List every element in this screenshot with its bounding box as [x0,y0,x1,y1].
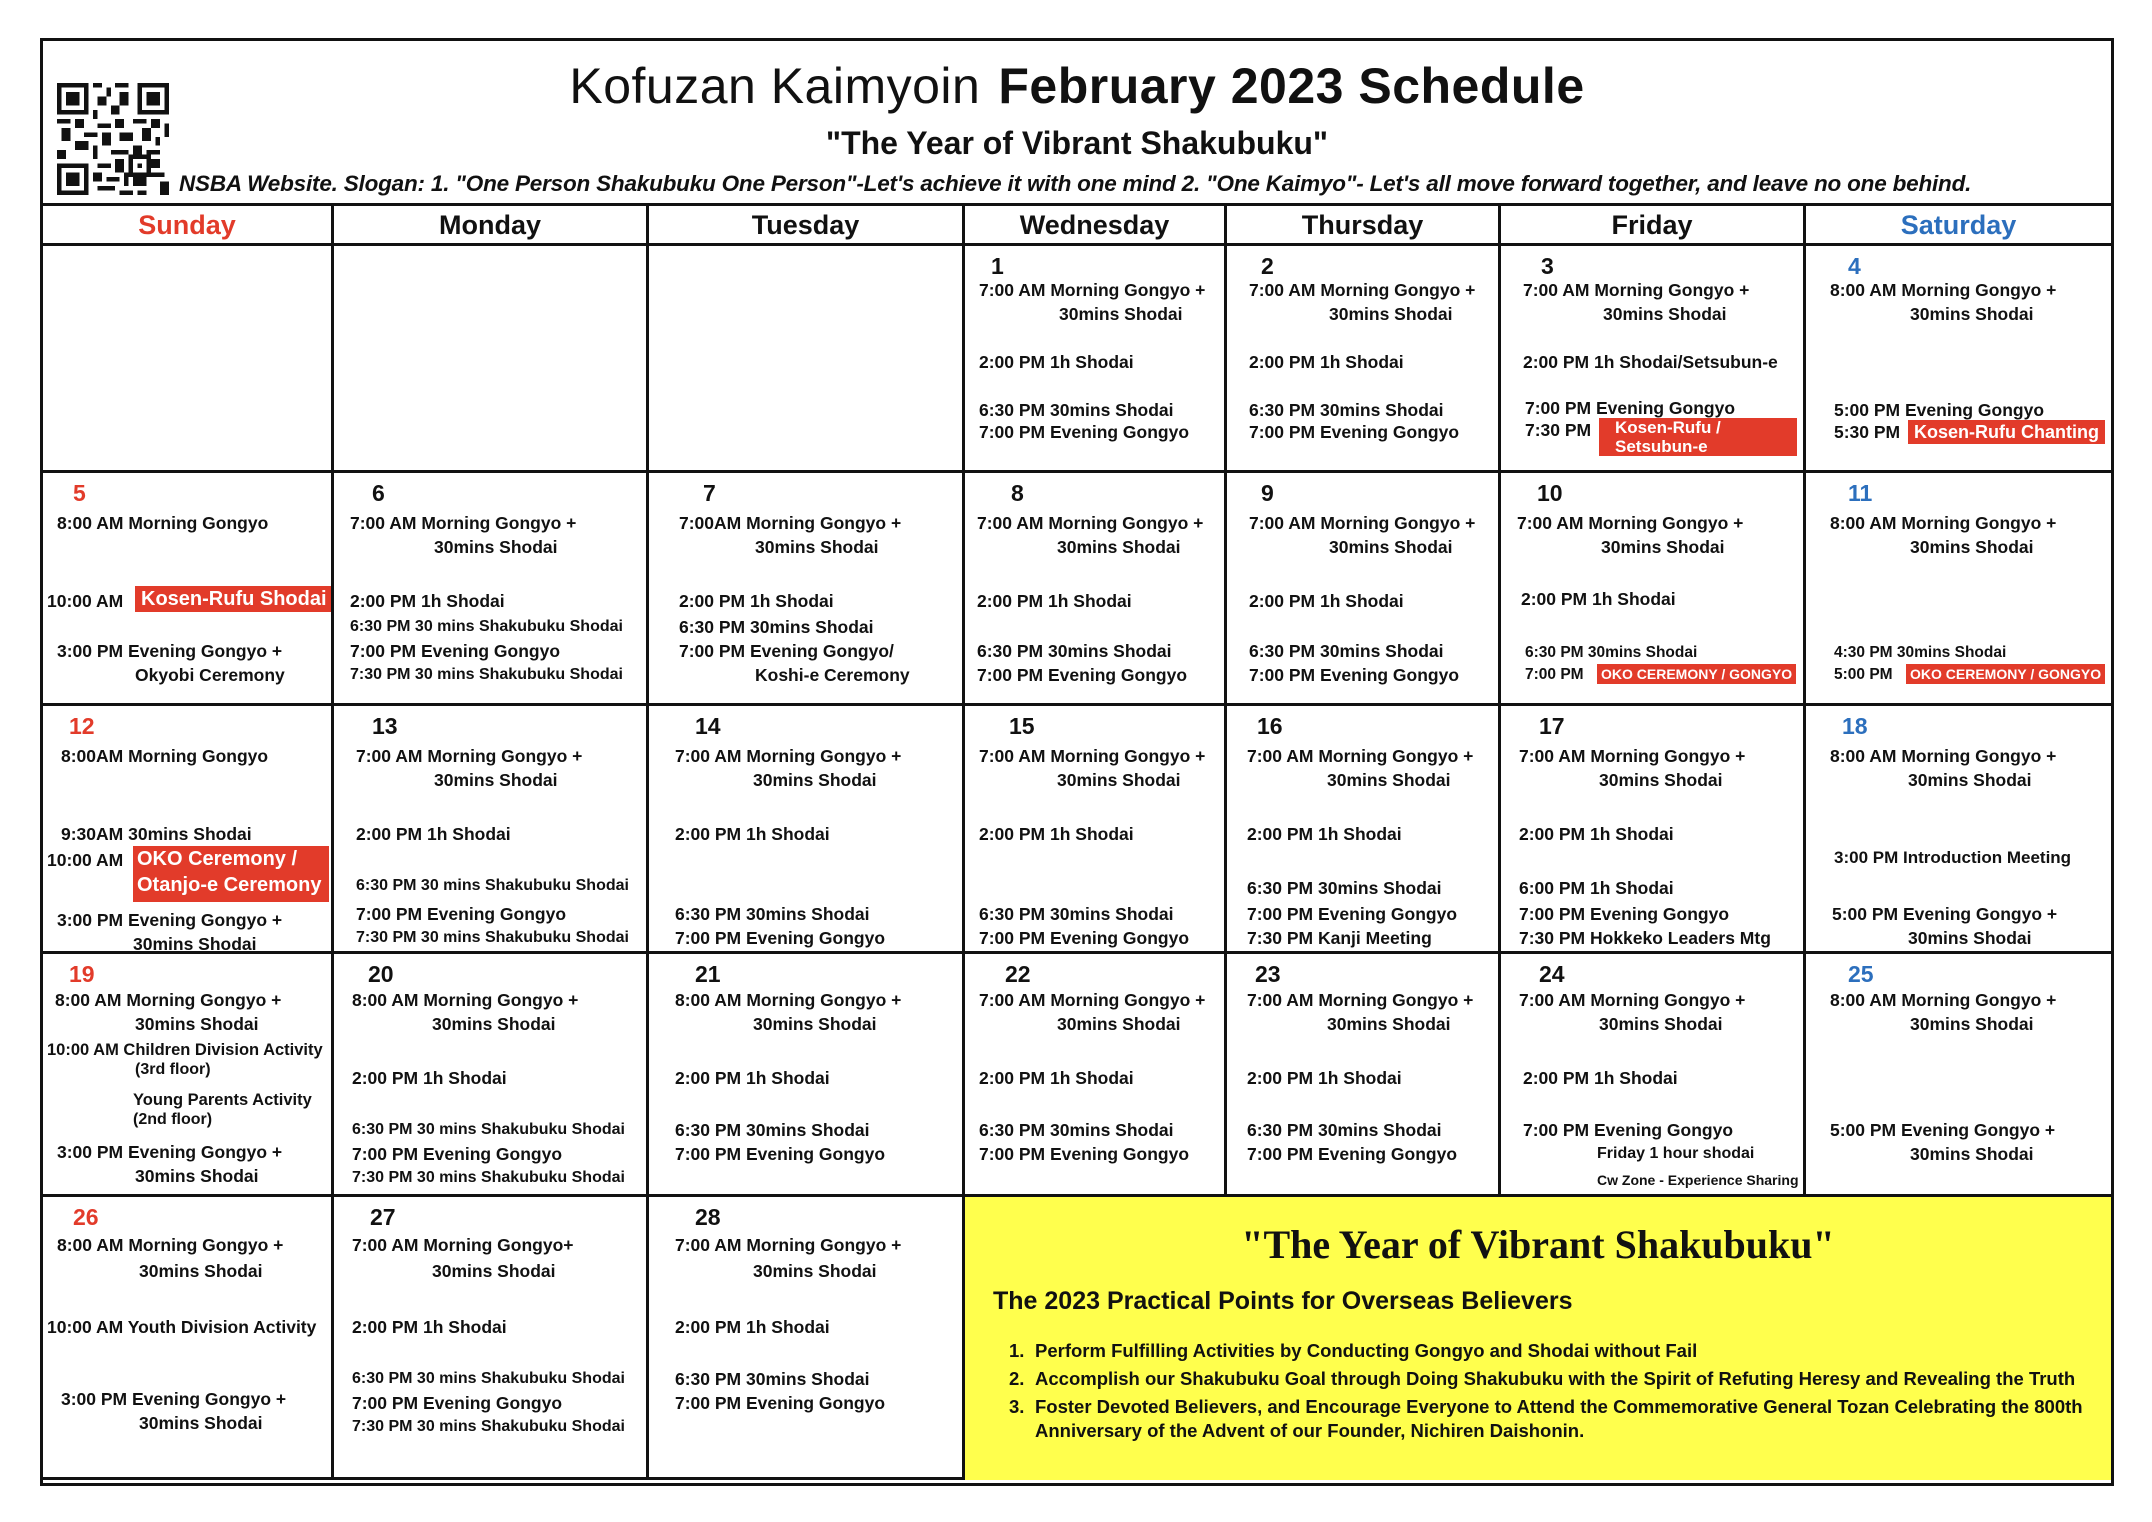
event: 8:00 AM Morning Gongyo + [1830,990,2057,1010]
event: 30mins Shodai [753,1261,877,1281]
event: 6:30 PM 30mins Shodai [979,400,1174,420]
event: 30mins Shodai [1908,928,2032,948]
event: 30mins Shodai [1327,1014,1451,1034]
day-cell-15[interactable] [965,706,1227,954]
event: 30mins Shodai [432,1261,556,1281]
event: 6:30 PM 30mins Shodai [675,904,870,924]
day-cell-1[interactable] [965,246,1227,473]
event: 6:30 PM 30mins Shodai [675,1369,870,1389]
event: 6:30 PM 30 mins Shakubuku Shodai [352,1121,625,1138]
day-number: 17 [1539,713,1565,739]
event: 6:30 PM 30 mins Shakubuku Shodai [350,618,623,635]
event: 6:00 PM 1h Shodai [1519,878,1674,898]
slogan-text: NSBA Website. Slogan: 1. "One Person Shakubuku One Person"-Let's achieve it with one mind 2. "One Kaimyo"- Let's all move forward together, and leave no one behind. [179,171,1972,196]
day-cell-4[interactable] [1806,246,2111,473]
practical-title: "The Year of Vibrant Shakubuku" [1241,1222,1835,1267]
day-cell-3[interactable] [1501,246,1806,473]
event: 6:30 PM 30mins Shodai [1249,400,1444,420]
event: 7:00 AM Morning Gongyo + [979,280,1206,300]
event: 2:00 PM 1h Shodai [356,824,511,844]
event: 7:30 PM 30 mins Shakubuku Shodai [352,1169,625,1186]
event: 7:00 PM Evening Gongyo/ [679,641,894,661]
day-number: 11 [1848,480,1873,506]
event: 8:00 AM Morning Gongyo + [57,1235,284,1255]
day-number: 27 [370,1204,396,1230]
event: 8:00 AM Morning Gongyo + [1830,746,2057,766]
event: 7:00 AM Morning Gongyo + [1517,513,1744,533]
event: 6:30 PM 30mins Shodai [1525,644,1698,661]
highlight-line: Setsubun-e [1615,437,1708,456]
event: 7:30 PM 30 mins Shakubuku Shodai [350,666,623,683]
title-temple: Kofuzan Kaimyoin [569,58,981,114]
day-number: 10 [1537,480,1563,506]
event: 2:00 PM 1h Shodai [1247,824,1402,844]
event: 30mins Shodai [755,537,879,557]
event: (3rd floor) [135,1061,211,1078]
event: 7:00 AM Morning Gongyo + [356,746,583,766]
day-number: 5 [73,480,86,506]
kosen-rufu-setsubun-highlight [1599,418,1797,456]
empty-day-cell [334,246,649,473]
event: 2:00 PM 1h Shodai [1247,1068,1402,1088]
day-number: 16 [1257,713,1283,739]
event: 30mins Shodai [135,1014,259,1034]
day-number: 15 [1009,713,1035,739]
highlight-line: Otanjo-e Ceremony [137,874,322,896]
day-cell-10[interactable] [1501,473,1806,706]
day-number: 21 [695,961,721,987]
day-cell-16[interactable] [1227,706,1501,954]
day-number: 3 [1541,253,1554,279]
day-cell-17[interactable] [1501,706,1806,954]
event: 7:00 PM Evening Gongyo [1247,1144,1458,1164]
day-number: 4 [1848,253,1861,279]
event: 7:00 PM Evening Gongyo [350,641,561,661]
event: 7:00 AM Morning Gongyo + [1247,746,1474,766]
event: 30mins Shodai [139,1413,263,1433]
highlight-line: Kosen-Rufu / [1615,418,1721,437]
event: 6:30 PM 30 mins Shakubuku Shodai [352,1370,625,1387]
day-cell-18[interactable] [1806,706,2111,954]
event: 6:30 PM 30mins Shodai [1247,878,1442,898]
list-item: 1. Perform Fulfilling Activities by Conducting Gongyo and Shodai without Fail [1009,1340,1698,1361]
day-cell-27[interactable] [334,1197,649,1480]
weekday-saturday: Saturday [1806,206,2111,246]
event: 8:00 AM Morning Gongyo [57,513,269,533]
event: 8:00 AM Morning Gongyo + [675,990,902,1010]
day-cell-20[interactable] [334,954,649,1197]
day-cell-8[interactable] [965,473,1227,706]
event: 7:00 PM Evening Gongyo [1519,904,1730,924]
event: 2:00 PM 1h Shodai [977,591,1132,611]
day-cell-13[interactable] [334,706,649,954]
event: 2:00 PM 1h Shodai [679,591,834,611]
empty-day-cell [43,246,334,473]
event: 2:00 PM 1h Shodai [979,1068,1134,1088]
event: 7:00 PM Evening Gongyo [979,928,1190,948]
event: 6:30 PM 30mins Shodai [679,617,874,637]
day-cell-6[interactable] [334,473,649,706]
event: 5:30 PM [1834,422,1901,442]
highlight-line: OKO Ceremony / [137,848,298,870]
event: 2:00 PM 1h Shodai [1521,589,1676,609]
schedule-frame [40,38,2114,1486]
event: 7:00 AM Morning Gongyo + [350,513,577,533]
event: 8:00 AM Morning Gongyo + [352,990,579,1010]
event: 30mins Shodai [1910,1144,2034,1164]
event: 2:00 PM 1h Shodai [979,352,1134,372]
day-number: 8 [1011,480,1024,506]
event: 30mins Shodai [432,1014,556,1034]
event: 10:00 AM Youth Division Activity [47,1317,317,1337]
event: 7:00 AM Morning Gongyo + [979,746,1206,766]
event: 7:00 AM Morning Gongyo+ [352,1235,574,1255]
event: 8:00 AM Morning Gongyo + [1830,513,2057,533]
event: 7:00 PM Evening Gongyo [1247,904,1458,924]
event: 7:30 PM 30 mins Shakubuku Shodai [356,929,629,946]
event: Koshi-e Ceremony [755,665,910,685]
day-number: 1 [991,253,1004,279]
event: 30mins Shodai [1603,304,1727,324]
practical-points-panel [965,1197,2111,1480]
day-number: 13 [372,713,398,739]
event: 30mins Shodai [1601,537,1725,557]
event: 2:00 PM 1h Shodai [1523,1068,1678,1088]
title-month: February 2023 Schedule [998,58,1585,114]
weekday-tuesday: Tuesday [649,206,965,246]
event: 30mins Shodai [1599,1014,1723,1034]
event: 10:00 AM [47,591,124,611]
event: 7:00 PM [1525,666,1584,683]
day-cell-14[interactable] [649,706,965,954]
event: 7:00 AM Morning Gongyo + [1249,280,1476,300]
event: 2:00 PM 1h Shodai [352,1068,507,1088]
day-number: 7 [703,480,716,506]
event: 2:00 PM 1h Shodai [675,1068,830,1088]
day-number: 19 [69,961,95,987]
event: 7:00 PM Evening Gongyo [977,665,1188,685]
day-cell-24[interactable] [1501,954,1806,1197]
oko-otanjo-highlight [133,846,329,902]
calendar-grid [43,203,2111,1483]
day-cell-21[interactable] [649,954,965,1197]
event: 30mins Shodai [1329,537,1453,557]
day-cell-28[interactable] [649,1197,965,1480]
day-cell-19[interactable] [43,954,334,1197]
event: 6:30 PM 30mins Shodai [675,1120,870,1140]
event: 30mins Shodai [1599,770,1723,790]
event: 30mins Shodai [1910,537,2034,557]
event: 7:00 PM Evening Gongyo [352,1144,563,1164]
event: 7:00 AM Morning Gongyo + [977,513,1204,533]
event: Okyobi Ceremony [135,665,285,685]
event: 9:30AM 30mins Shodai [61,824,252,844]
event: 7:30 PM Hokkeko Leaders Mtg [1519,928,1771,948]
event: 7:30 PM [1525,420,1592,440]
event: 6:30 PM 30mins Shodai [1249,641,1444,661]
day-number: 18 [1842,713,1868,739]
event: 30mins Shodai [135,1166,259,1186]
day-number: 14 [695,713,721,739]
event: 30mins Shodai [1908,770,2032,790]
event: 3:00 PM Evening Gongyo + [61,1389,287,1409]
event: 30mins Shodai [1327,770,1451,790]
day-cell-11[interactable] [1806,473,2111,706]
event: 2:00 PM 1h Shodai [675,824,830,844]
day-number: 20 [368,961,394,987]
event: 30mins Shodai [434,537,558,557]
day-number: 26 [73,1204,99,1230]
event: 2:00 PM 1h Shodai [350,591,505,611]
event: 6:30 PM 30mins Shodai [979,904,1174,924]
event: 7:00 PM Evening Gongyo [1249,665,1460,685]
event: 7:00 AM Morning Gongyo + [1249,513,1476,533]
day-number: 28 [695,1204,721,1230]
event: 7:00 PM Evening Gongyo [356,904,567,924]
event: Friday 1 hour shodai [1597,1145,1755,1162]
weekday-friday: Friday [1501,206,1806,246]
event: 2:00 PM 1h Shodai [1249,591,1404,611]
event: 2:00 PM 1h Shodai [1519,824,1674,844]
event: 7:00 PM Evening Gongyo [1523,1120,1734,1140]
day-number: 25 [1848,961,1874,987]
day-cell-7[interactable] [649,473,965,706]
day-cell-9[interactable] [1227,473,1501,706]
event: 7:00 PM Evening Gongyo [1249,422,1460,442]
event: 8:00 AM Morning Gongyo + [55,990,282,1010]
event: 3:00 PM Evening Gongyo + [57,641,283,661]
event: 7:00 AM Morning Gongyo + [1519,990,1746,1010]
weekday-thursday: Thursday [1227,206,1501,246]
event: 30mins Shodai [1057,537,1181,557]
event: 5:00 PM Evening Gongyo + [1830,1120,2056,1140]
event: 30mins Shodai [139,1261,263,1281]
event: 2:00 PM 1h Shodai [352,1317,507,1337]
event: 5:00 PM [1834,666,1893,683]
event: 7:30 PM Kanji Meeting [1247,928,1432,948]
kosen-rufu-chanting-highlight: Kosen-Rufu Chanting [1908,420,2105,444]
event: 2:00 PM 1h Shodai [1249,352,1404,372]
event: 7:00 PM Evening Gongyo [1525,398,1736,418]
header [43,41,2111,203]
day-number: 12 [69,713,95,739]
event: 7:00 PM Evening Gongyo [979,422,1190,442]
event: 30mins Shodai [1057,770,1181,790]
event: 7:00 AM Morning Gongyo + [675,746,902,766]
day-cell-22[interactable] [965,954,1227,1197]
event: 10:00 AM Children Division Activity [47,1041,323,1059]
list-item: 2. Accomplish our Shakubuku Goal through Doing Shakubuku with the Spirit of Refuting Heresy and Revealing the Truth [1009,1368,2076,1389]
list-item: 3. Foster Devoted Believers, and Encourage Everyone to Attend the Commemorative General Tozan Celebrating the 800th Anniversary of the Advent of our Founder, Nichiren Daishonin. [1009,1396,2083,1441]
event: 5:00 PM Evening Gongyo + [1832,904,2058,924]
event: Young Parents Activity [133,1091,312,1109]
day-cell-12[interactable] [43,706,334,954]
oko-ceremony-highlight: OKO CEREMONY / GONGYO [1597,664,1796,688]
day-number: 6 [372,480,385,506]
weekday-sunday: Sunday [43,206,334,246]
day-cell-5[interactable] [43,473,334,706]
event: 7:00 AM Morning Gongyo + [979,990,1206,1010]
day-number: 24 [1539,961,1565,987]
event: 7:00 AM Morning Gongyo + [1523,280,1750,300]
event: 6:30 PM 30mins Shodai [1247,1120,1442,1140]
practical-points-list [1009,1339,2089,1447]
weekday-wednesday: Wednesday [965,206,1227,246]
event: 8:00 AM Morning Gongyo + [1830,280,2057,300]
practical-subtitle: The 2023 Practical Points for Overseas Believers [993,1287,1573,1315]
page-subtitle: "The Year of Vibrant Shakubuku" [825,125,1329,161]
event: 7:00 PM Evening Gongyo [979,1144,1190,1164]
event: 2:00 PM 1h Shodai/Setsubun-e [1523,352,1778,372]
event: 7:30 PM 30 mins Shakubuku Shodai [352,1418,625,1435]
event: 3:00 PM Introduction Meeting [1834,848,2072,867]
event: 6:30 PM 30 mins Shakubuku Shodai [356,877,629,894]
day-cell-26[interactable] [43,1197,334,1480]
event: 3:00 PM Evening Gongyo + [57,1142,283,1162]
event: 30mins Shodai [1910,1014,2034,1034]
day-cell-2[interactable] [1227,246,1501,473]
event: Cw Zone - Experience Sharing [1597,1172,1799,1188]
event: 6:30 PM 30mins Shodai [977,641,1172,661]
event: 6:30 PM 30mins Shodai [979,1120,1174,1140]
event: 30mins Shodai [434,770,558,790]
event: 7:00 AM Morning Gongyo + [675,1235,902,1255]
day-number: 2 [1261,253,1274,279]
event: 7:00AM Morning Gongyo + [679,513,902,533]
kosen-rufu-shodai-highlight: Kosen-Rufu Shodai [135,586,333,612]
event: 30mins Shodai [1329,304,1453,324]
event: 10:00 AM [47,850,124,870]
event: 7:00 PM Evening Gongyo [675,928,886,948]
event: 30mins Shodai [753,1014,877,1034]
weekday-monday: Monday [334,206,649,246]
event: 7:00 PM Evening Gongyo [352,1393,563,1413]
oko-ceremony-highlight: OKO CEREMONY / GONGYO [1906,664,2105,688]
day-number: 9 [1261,480,1274,506]
day-number: 22 [1005,961,1031,987]
event: 8:00AM Morning Gongyo [61,746,269,766]
page-title [43,55,2111,117]
event: 30mins Shodai [753,770,877,790]
event: 30mins Shodai [1057,1014,1181,1034]
event: 7:00 AM Morning Gongyo + [1519,746,1746,766]
event: 30mins Shodai [1910,304,2034,324]
event: 7:00 PM Evening Gongyo [675,1144,886,1164]
event: 5:00 PM Evening Gongyo [1834,400,2045,420]
event: 2:00 PM 1h Shodai [979,824,1134,844]
event: (2nd floor) [133,1111,213,1128]
event: 30mins Shodai [133,934,257,954]
day-cell-23[interactable] [1227,954,1501,1197]
event: 7:00 PM Evening Gongyo [675,1393,886,1413]
event: 2:00 PM 1h Shodai [675,1317,830,1337]
event: 30mins Shodai [1059,304,1183,324]
event: 4:30 PM 30mins Shodai [1834,644,2007,661]
day-cell-25[interactable] [1806,954,2111,1197]
day-number: 23 [1255,961,1281,987]
event: 3:00 PM Evening Gongyo + [57,910,283,930]
event: 7:00 AM Morning Gongyo + [1247,990,1474,1010]
empty-day-cell [649,246,965,473]
